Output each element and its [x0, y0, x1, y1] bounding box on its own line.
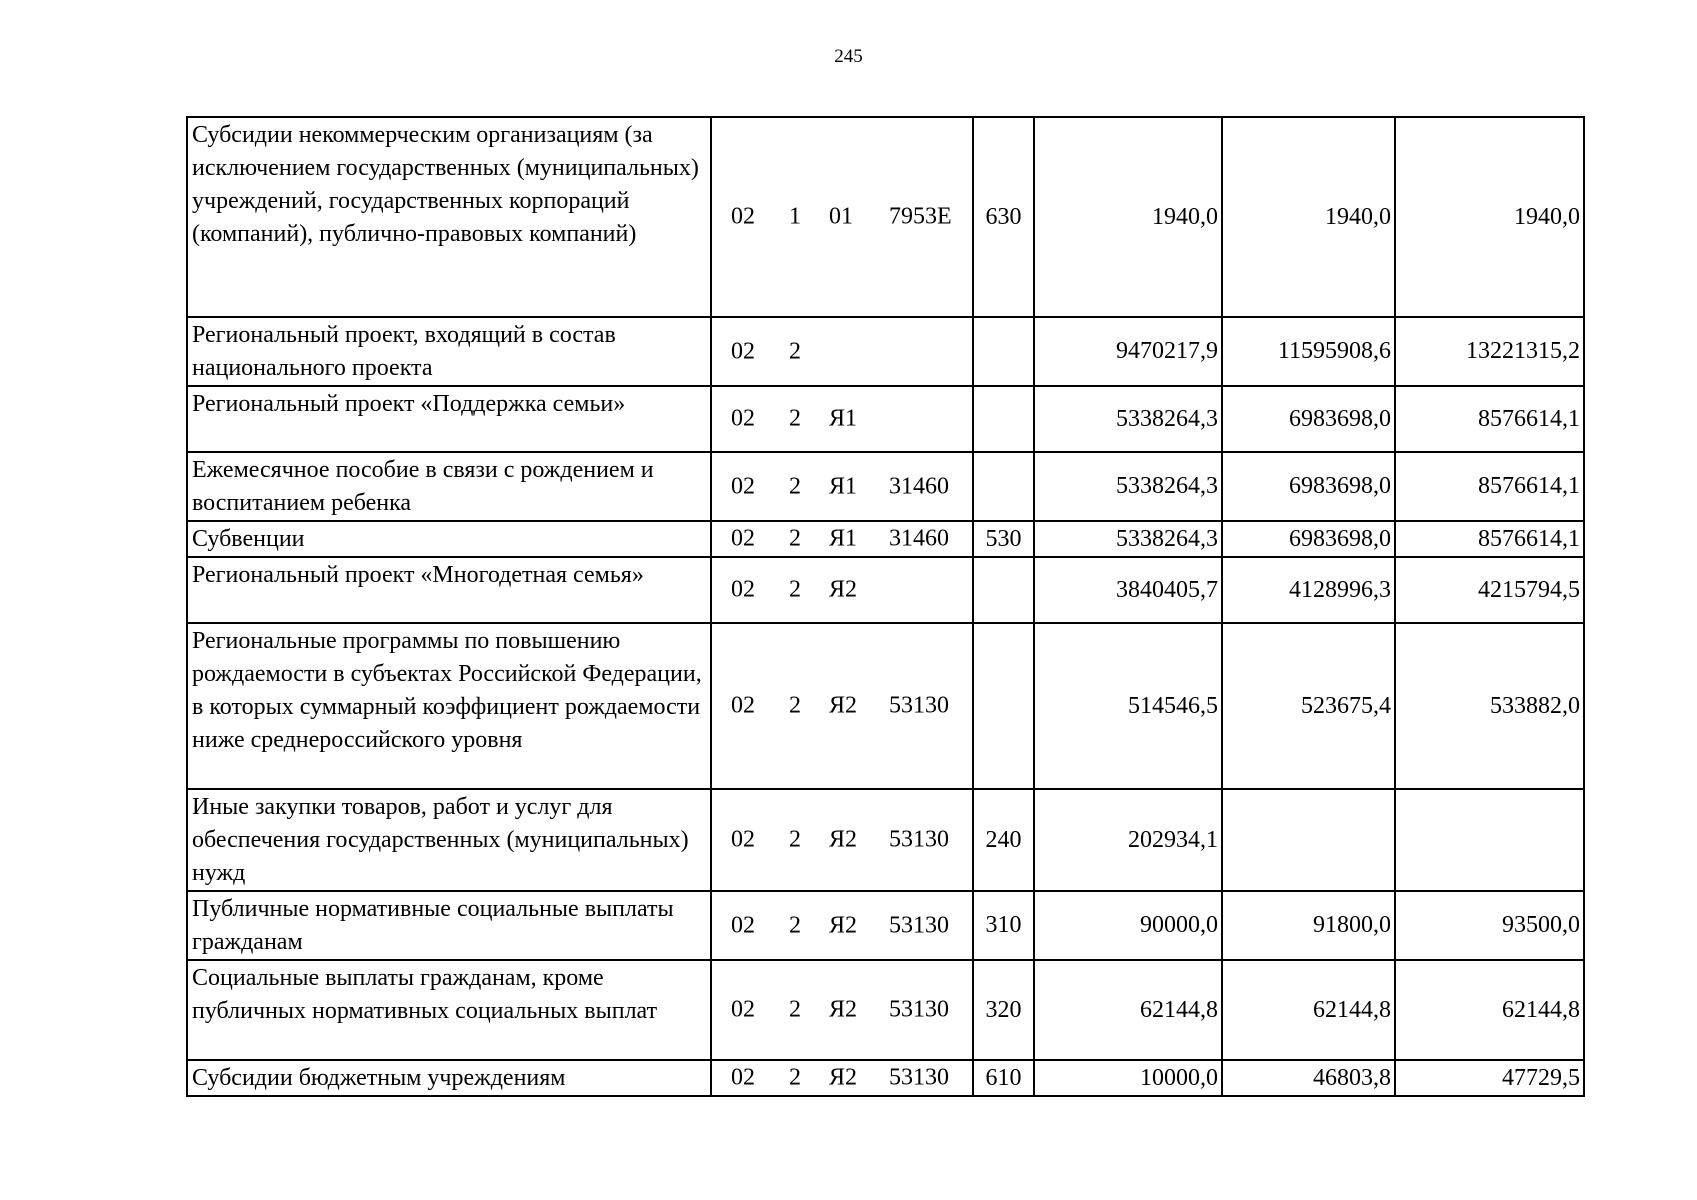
- page-number: 245: [834, 46, 863, 67]
- code-4: 53130: [889, 912, 949, 938]
- row-name: Субвенции: [187, 521, 711, 557]
- code-2: 2: [789, 826, 801, 853]
- row-year-1: 10000,0: [1034, 1060, 1222, 1096]
- row-name: Субсидии некоммерческим организациям (за исключением государственных (муниципальных) учреждений, государственных корпораций (компаний), публично-правовых компаний): [187, 117, 711, 317]
- row-codes: [711, 521, 973, 557]
- code-3: Я2: [829, 912, 858, 938]
- row-year-2: 6983698,0: [1222, 521, 1395, 557]
- row-kvr: [973, 386, 1034, 452]
- row-kvr: 630: [973, 117, 1034, 317]
- code-1: 02: [731, 912, 755, 938]
- row-codes: [711, 891, 973, 960]
- code-3: Я1: [829, 525, 858, 552]
- table-row: [187, 1060, 1584, 1096]
- row-year-2: [1222, 789, 1395, 891]
- table-row: [187, 789, 1584, 891]
- code-1: 02: [731, 203, 755, 230]
- row-year-3: 8576614,1: [1395, 521, 1584, 557]
- row-year-1: 1940,0: [1034, 117, 1222, 317]
- row-year-3: [1395, 789, 1584, 891]
- code-1: 02: [731, 996, 755, 1023]
- row-year-1: 5338264,3: [1034, 386, 1222, 452]
- code-2: 2: [789, 996, 801, 1023]
- code-4: 53130: [889, 996, 949, 1023]
- code-1: 02: [731, 1064, 755, 1091]
- row-codes: [711, 452, 973, 521]
- table-row: [187, 557, 1584, 623]
- code-2: 2: [789, 525, 801, 552]
- table-row: [187, 117, 1584, 317]
- code-1: 02: [731, 338, 755, 364]
- table-row: [187, 891, 1584, 960]
- row-kvr: 320: [973, 960, 1034, 1060]
- code-2: 2: [789, 912, 801, 938]
- code-2: 2: [789, 338, 801, 364]
- code-3: Я2: [829, 576, 858, 603]
- row-year-1: 90000,0: [1034, 891, 1222, 960]
- row-kvr: [973, 557, 1034, 623]
- row-year-3: 533882,0: [1395, 623, 1584, 789]
- code-1: 02: [731, 826, 755, 853]
- row-year-1: 5338264,3: [1034, 521, 1222, 557]
- row-name: Региональные программы по повышению рождаемости в субъектах Российской Федерации, в которых суммарный коэффициент рождаемости ниже среднероссийского уровня: [187, 623, 711, 789]
- row-codes: [711, 117, 973, 317]
- row-year-2: 523675,4: [1222, 623, 1395, 789]
- code-3: Я2: [829, 692, 858, 719]
- row-kvr: [973, 317, 1034, 386]
- table-row: [187, 623, 1584, 789]
- row-codes: [711, 960, 973, 1060]
- row-codes: [711, 557, 973, 623]
- code-2: 2: [789, 405, 801, 432]
- row-year-2: 1940,0: [1222, 117, 1395, 317]
- row-name: Региональный проект «Поддержка семьи»: [187, 386, 711, 452]
- row-year-1: 9470217,9: [1034, 317, 1222, 386]
- row-year-2: 62144,8: [1222, 960, 1395, 1060]
- code-3: 01: [829, 203, 853, 230]
- row-kvr: 530: [973, 521, 1034, 557]
- row-name: Иные закупки товаров, работ и услуг для обеспечения государственных (муниципальных) нужд: [187, 789, 711, 891]
- code-2: 2: [789, 576, 801, 603]
- code-2: 1: [789, 203, 801, 230]
- row-year-3: 1940,0: [1395, 117, 1584, 317]
- row-name: Региональный проект, входящий в состав национального проекта: [187, 317, 711, 386]
- code-3: Я1: [829, 405, 858, 432]
- row-kvr: 310: [973, 891, 1034, 960]
- code-2: 2: [789, 473, 801, 499]
- row-name: Субсидии бюджетным учреждениям: [187, 1060, 711, 1096]
- row-name: Ежемесячное пособие в связи с рождением и воспитанием ребенка: [187, 452, 711, 521]
- code-4: 7953Е: [889, 203, 952, 230]
- row-codes: [711, 1060, 973, 1096]
- row-year-3: 8576614,1: [1395, 452, 1584, 521]
- table-row: [187, 386, 1584, 452]
- row-year-3: 62144,8: [1395, 960, 1584, 1060]
- table-row: [187, 960, 1584, 1060]
- code-2: 2: [789, 1064, 801, 1091]
- budget-table-body: [187, 117, 1584, 1096]
- row-year-1: 5338264,3: [1034, 452, 1222, 521]
- code-4: 31460: [889, 525, 949, 552]
- code-1: 02: [731, 473, 755, 499]
- budget-table: [186, 116, 1585, 1097]
- row-year-1: 62144,8: [1034, 960, 1222, 1060]
- row-year-3: 47729,5: [1395, 1060, 1584, 1096]
- row-name: Региональный проект «Многодетная семья»: [187, 557, 711, 623]
- code-3: Я2: [829, 996, 858, 1023]
- code-1: 02: [731, 405, 755, 432]
- row-codes: [711, 386, 973, 452]
- row-name: Публичные нормативные социальные выплаты гражданам: [187, 891, 711, 960]
- row-year-3: 4215794,5: [1395, 557, 1584, 623]
- row-year-3: 13221315,2: [1395, 317, 1584, 386]
- row-kvr: [973, 452, 1034, 521]
- code-3: Я2: [829, 826, 858, 853]
- row-year-1: 202934,1: [1034, 789, 1222, 891]
- row-year-1: 3840405,7: [1034, 557, 1222, 623]
- table-row: [187, 521, 1584, 557]
- code-1: 02: [731, 576, 755, 603]
- row-year-2: 46803,8: [1222, 1060, 1395, 1096]
- code-4: 53130: [889, 1064, 949, 1091]
- code-1: 02: [731, 525, 755, 552]
- row-year-2: 91800,0: [1222, 891, 1395, 960]
- row-kvr: 240: [973, 789, 1034, 891]
- row-year-1: 514546,5: [1034, 623, 1222, 789]
- code-3: Я1: [829, 473, 858, 499]
- code-1: 02: [731, 692, 755, 719]
- row-kvr: 610: [973, 1060, 1034, 1096]
- row-year-2: 6983698,0: [1222, 386, 1395, 452]
- code-4: 31460: [889, 473, 949, 499]
- code-2: 2: [789, 692, 801, 719]
- table-row: [187, 452, 1584, 521]
- row-year-3: 8576614,1: [1395, 386, 1584, 452]
- row-year-2: 4128996,3: [1222, 557, 1395, 623]
- code-4: 53130: [889, 826, 949, 853]
- row-name: Социальные выплаты гражданам, кроме публичных нормативных социальных выплат: [187, 960, 711, 1060]
- row-codes: [711, 623, 973, 789]
- row-kvr: [973, 623, 1034, 789]
- code-4: 53130: [889, 692, 949, 719]
- row-codes: [711, 317, 973, 386]
- row-year-3: 93500,0: [1395, 891, 1584, 960]
- table-row: [187, 317, 1584, 386]
- code-3: Я2: [829, 1064, 858, 1091]
- row-codes: [711, 789, 973, 891]
- row-year-2: 6983698,0: [1222, 452, 1395, 521]
- row-year-2: 11595908,6: [1222, 317, 1395, 386]
